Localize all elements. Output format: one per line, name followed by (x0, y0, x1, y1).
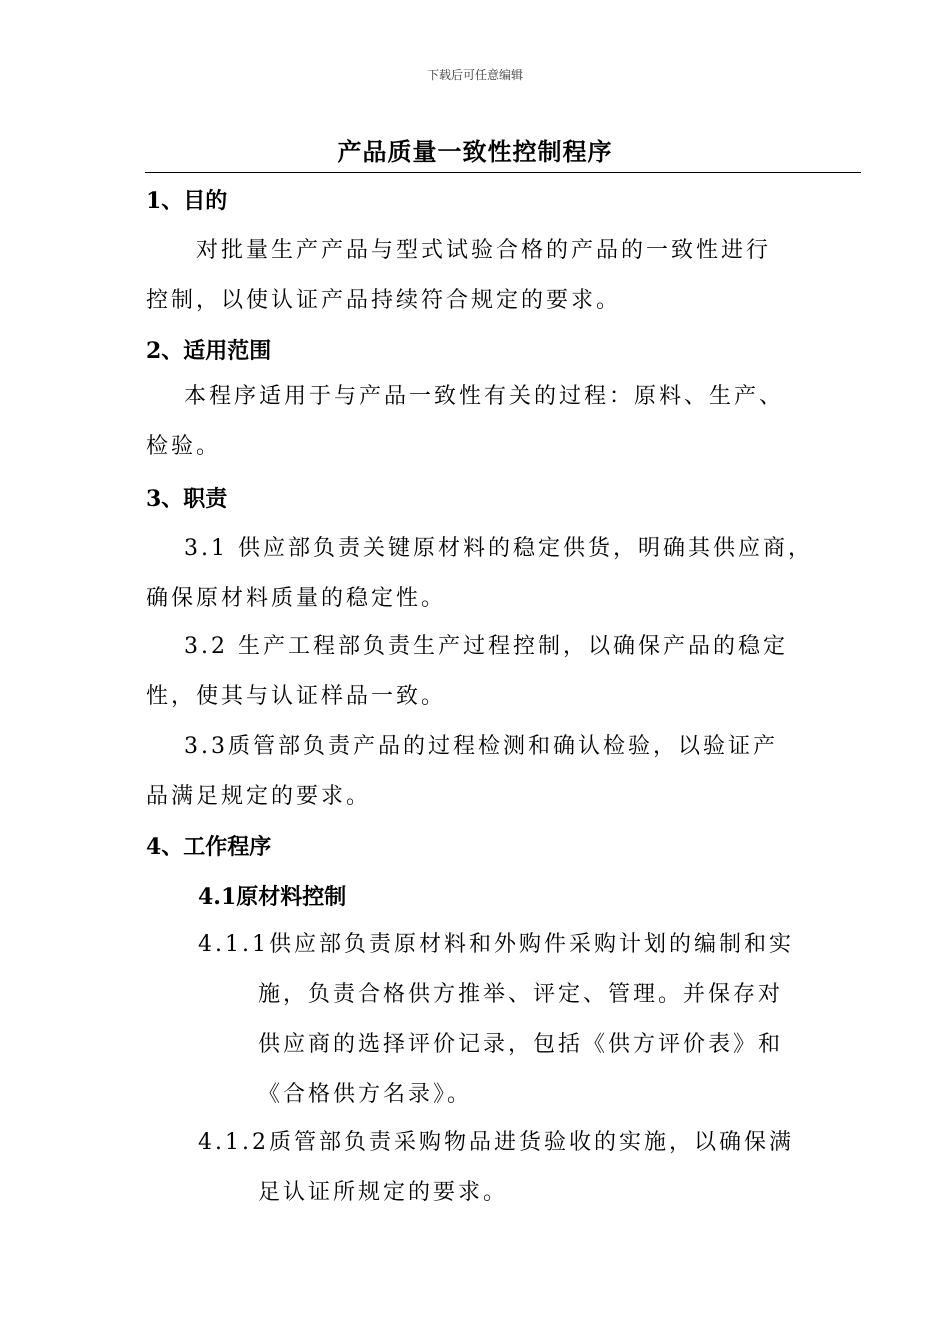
paragraph-line: 本程序适用于与产品一致性有关的过程：原料、生产、 (184, 384, 785, 409)
section-3-2-paragraph (146, 622, 788, 722)
header-note: 下载后可任意编辑 (426, 68, 523, 82)
section-3-heading: 3、职责 (146, 486, 228, 512)
paragraph-line: 对批量生产产品与型式试验合格的产品的一致性进行 (196, 238, 772, 263)
section-3-3-paragraph (146, 722, 778, 822)
section-4-1-1-paragraph (198, 920, 794, 1120)
paragraph-line: 施，负责合格供方推举、评定、管理。并保存对 (258, 982, 784, 1007)
paragraph-line: 控制，以使认证产品持续符合规定的要求。 (146, 288, 622, 313)
paragraph-line: 3.1 供应部负责关键原材料的稳定供货，明确其供应商， (184, 536, 813, 561)
title-underline (145, 172, 861, 173)
section-2-paragraph (146, 372, 784, 472)
paragraph-line: 《合格供方名录》。 (258, 1082, 473, 1107)
paragraph-line: 品满足规定的要求。 (146, 784, 372, 809)
paragraph-line: 供应商的选择评价记录，包括《供方评价表》和 (258, 1032, 784, 1057)
section-1-heading: 1、目的 (146, 188, 228, 214)
paragraph-line: 4.1.1供应部负责原材料和外购件采购计划的编制和实 (198, 932, 794, 957)
paragraph-line: 检验。 (146, 434, 222, 459)
section-4-1-2-paragraph (198, 1118, 794, 1218)
paragraph-line: 3.2 生产工程部负责生产过程控制，以确保产品的稳定 (184, 634, 788, 659)
paragraph-line: 性，使其与认证样品一致。 (146, 684, 447, 709)
section-4-heading: 4、工作程序 (146, 834, 272, 860)
paragraph-line: 3.3质管部负责产品的过程检测和确认检验，以验证产 (184, 734, 778, 759)
section-2-heading: 2、适用范围 (146, 338, 272, 364)
paragraph-line: 4.1.2质管部负责采购物品进货验收的实施，以确保满 (198, 1130, 794, 1155)
paragraph-line: 足认证所规定的要求。 (258, 1180, 509, 1205)
section-3-1-paragraph (146, 524, 813, 624)
paragraph-line: 确保原材料质量的稳定性。 (146, 586, 447, 611)
document-title: 产品质量一致性控制程序 (337, 137, 613, 166)
section-4-1-heading: 4.1原材料控制 (198, 884, 347, 910)
section-1-paragraph (146, 226, 771, 326)
